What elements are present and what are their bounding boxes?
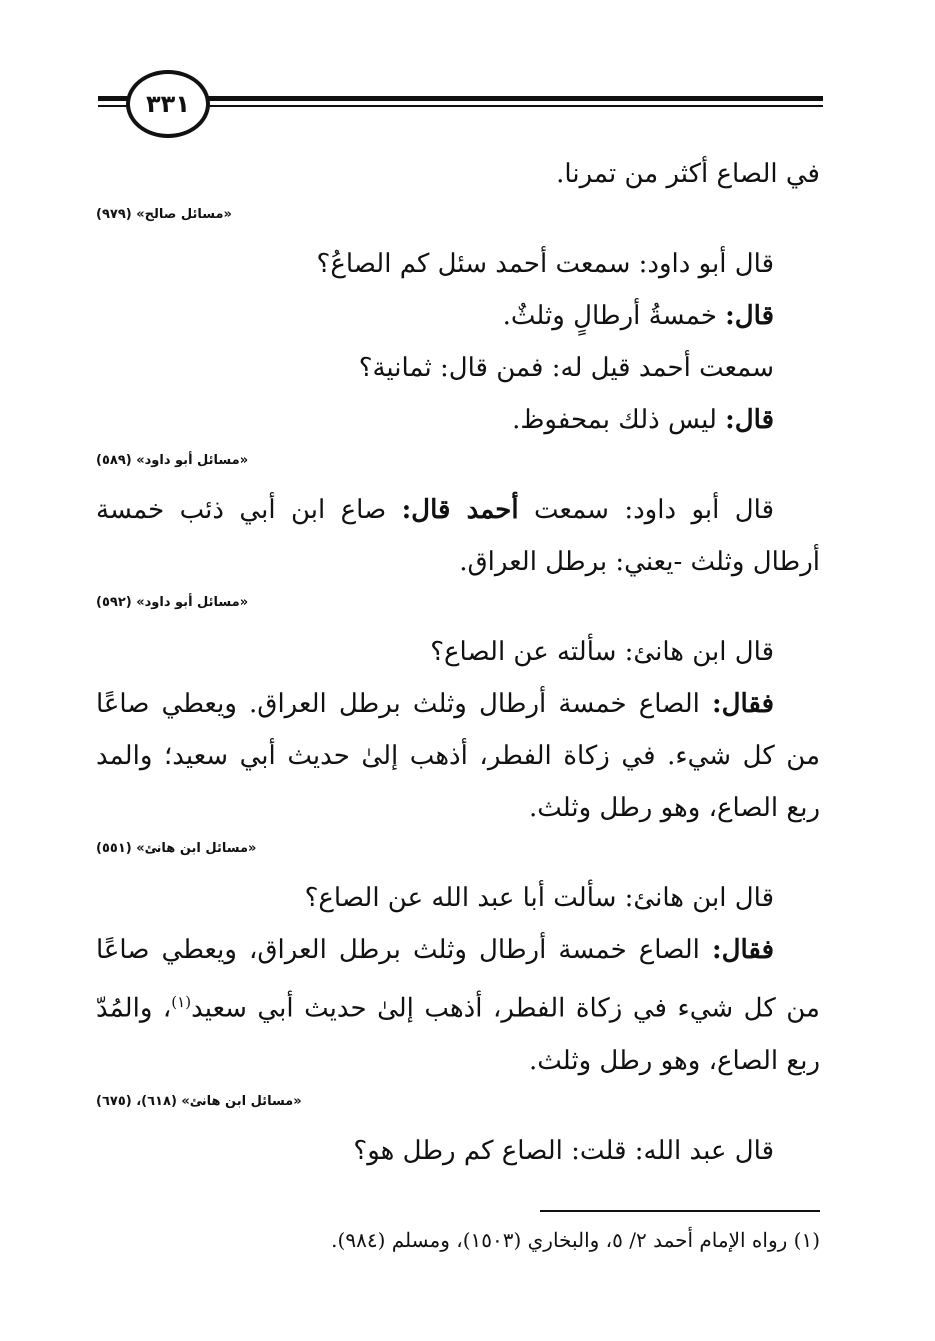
paragraph: قال أبو داود: سمعت أحمد قال: صاع ابن أبي ذئب خمسة أرطال وثلث -يعني: برطل العراق. [96,495,820,577]
paragraph: سمعت أحمد قيل له: فمن قال: ثمانية؟ [358,353,774,383]
paragraph: قال أبو داود: سمعت أحمد سئل كم الصاعُ؟ [316,249,774,279]
page-body [96,148,820,1177]
paragraph: فقال: الصاع خمسة أرطال وثلث برطل العراق، ويعطي صاعًا من كل شيء في زكاة الفطر، أذهب إلىٰ حديث أبي سعيد$^{(١)}$، والمُدّ ربع الصاع، وهو رطل وثلث. [96,935,820,1076]
footnote: (١) رواه الإمام أحمد ٢/ ٥، والبخاري (١٥٠٣)، ومسلم (٩٨٤). [331,1228,820,1252]
source-citation: «مسائل أبو داود» (٥٩٢) [96,595,249,610]
paragraph: فقال: الصاع خمسة أرطال وثلث برطل العراق. ويعطي صاعًا من كل شيء. في زكاة الفطر، أذهب إلىٰ حديث أبي سعيد؛ والمد ربع الصاع، وهو رطل وثلث. [96,689,820,823]
source-citation: «مسائل صالح» (٩٧٩) [96,207,232,222]
source-citation: «مسائل ابن هانئ» (٥٥١) [96,841,257,856]
paragraph: قال: ليس ذلك بمحفوظ. [512,405,774,435]
speaker-label: فقال: [712,935,774,965]
paragraph: قال ابن هانئ: سألته عن الصاع؟ [430,637,774,667]
page-header [98,66,823,146]
source-citation: «مسائل أبو داود» (٥٨٩) [96,453,249,468]
footnote-marker[interactable]: (١) [171,993,192,1011]
paragraph: قال عبد الله: قلت: الصاع كم رطل هو؟ [353,1135,774,1166]
footnote-separator [540,1210,820,1212]
paragraph: في الصاع أكثر من تمرنا. [556,159,820,189]
source-citation: «مسائل ابن هانئ» (٦١٨)، (٦٧٥) [96,1093,302,1109]
speaker-label: قال: [725,405,774,435]
speaker-label: أحمد قال: [401,495,519,525]
speaker-label: قال: [725,301,774,331]
paragraph: قال ابن هانئ: سألت أبا عبد الله عن الصاع؟ [304,883,774,913]
paragraph: قال: خمسةُ أرطالٍ وثلثٌ. [502,301,774,331]
page-number: ٣٣١ [126,70,210,138]
speaker-label: فقال: [712,689,774,719]
